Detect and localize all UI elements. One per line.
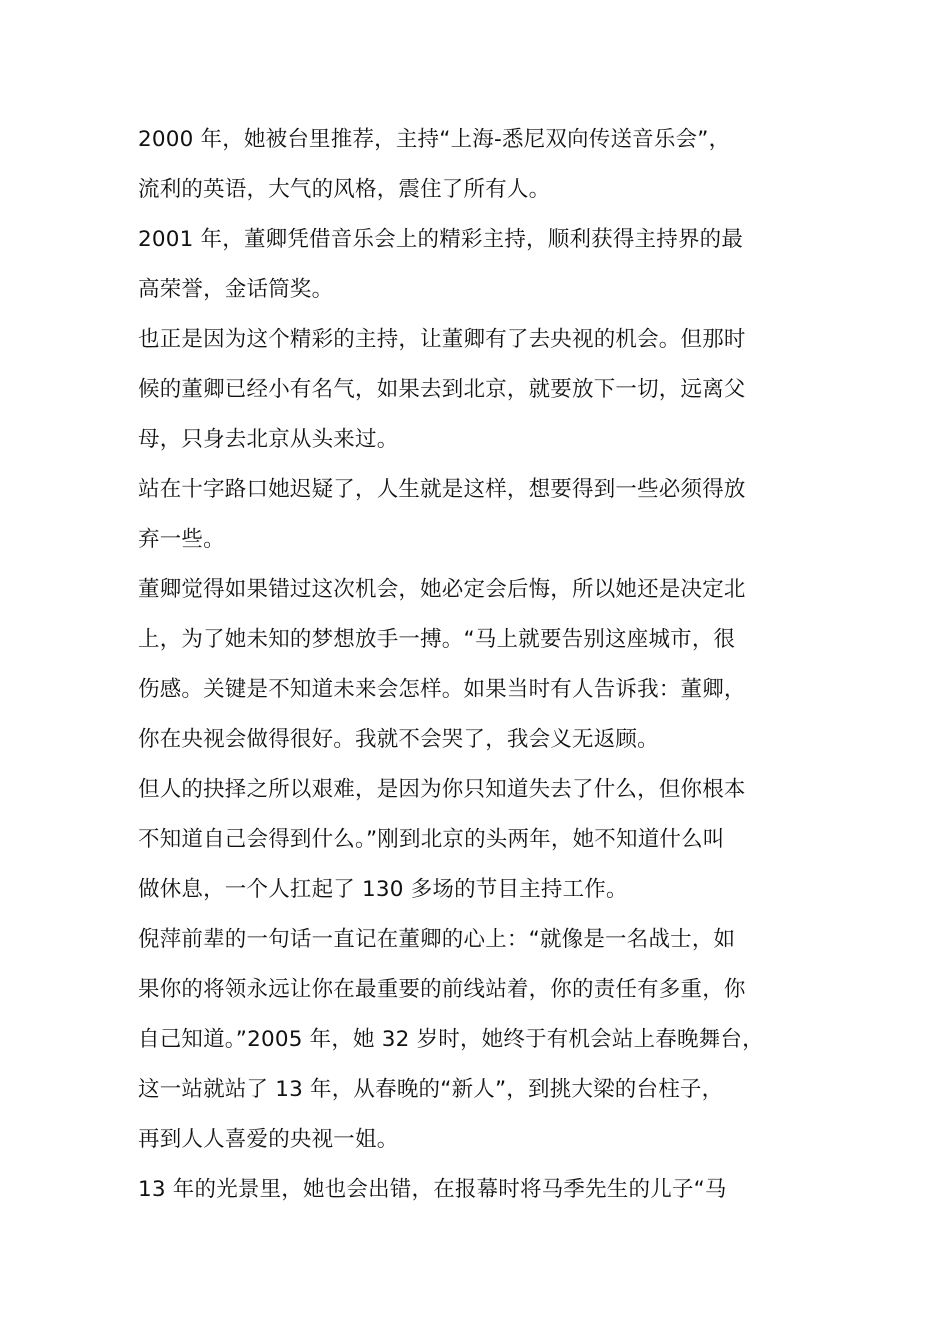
text-line: 果你的将领永远让你在最重要的前线站着，你的责任有多重，你 (138, 977, 746, 1002)
text-line: 站在十字路口她迟疑了，人生就是这样，想要得到一些必须得放 (138, 477, 746, 502)
text-line: 自己知道。”2005 年，她 32 岁时，她终于有机会站上春晚舞台， (138, 1027, 764, 1052)
text-line: 但人的抉择之所以艰难，是因为你只知道失去了什么，但你根本 (138, 777, 746, 802)
text-line: 流利的英语，大气的风格，震住了所有人。 (138, 177, 551, 202)
text-line: 董卿觉得如果错过这次机会，她必定会后悔，所以她还是决定北 (138, 577, 746, 602)
text-line: 2000 年，她被台里推荐，主持“上海-悉尼双向传送音乐会”， (138, 127, 731, 152)
text-line: 再到人人喜爱的央视一姐。 (138, 1127, 399, 1152)
text-line: 你在央视会做得很好。我就不会哭了，我会义无返顾。 (138, 727, 659, 752)
text-line: 2001 年，董卿凭借音乐会上的精彩主持，顺利获得主持界的最 (138, 227, 744, 252)
text-line: 弃一些。 (138, 527, 225, 552)
article-body (138, 115, 838, 1215)
text-line: 做休息，一个人扛起了 130 多场的节目主持工作。 (138, 877, 628, 902)
text-line: 上，为了她未知的梦想放手一搏。“马上就要告别这座城市，很 (138, 627, 736, 652)
text-line: 这一站就站了 13 年，从春晚的“新人”，到挑大梁的台柱子， (138, 1077, 724, 1102)
text-line: 倪萍前辈的一句话一直记在董卿的心上：“就像是一名战士，如 (138, 927, 736, 952)
text-line: 也正是因为这个精彩的主持，让董卿有了去央视的机会。但那时 (138, 327, 746, 352)
text-line: 候的董卿已经小有名气，如果去到北京，就要放下一切，远离父 (138, 377, 746, 402)
text-line: 母，只身去北京从头来过。 (138, 427, 399, 452)
text-line: 伤感。关键是不知道未来会怎样。如果当时有人告诉我：董卿， (138, 677, 746, 702)
text-line: 13 年的光景里，她也会出错，在报幕时将马季先生的儿子“马 (138, 1177, 727, 1202)
text-line: 高荣誉，金话筒奖。 (138, 277, 334, 302)
text-line: 不知道自己会得到什么。”刚到北京的头两年，她不知道什么叫 (138, 827, 725, 852)
